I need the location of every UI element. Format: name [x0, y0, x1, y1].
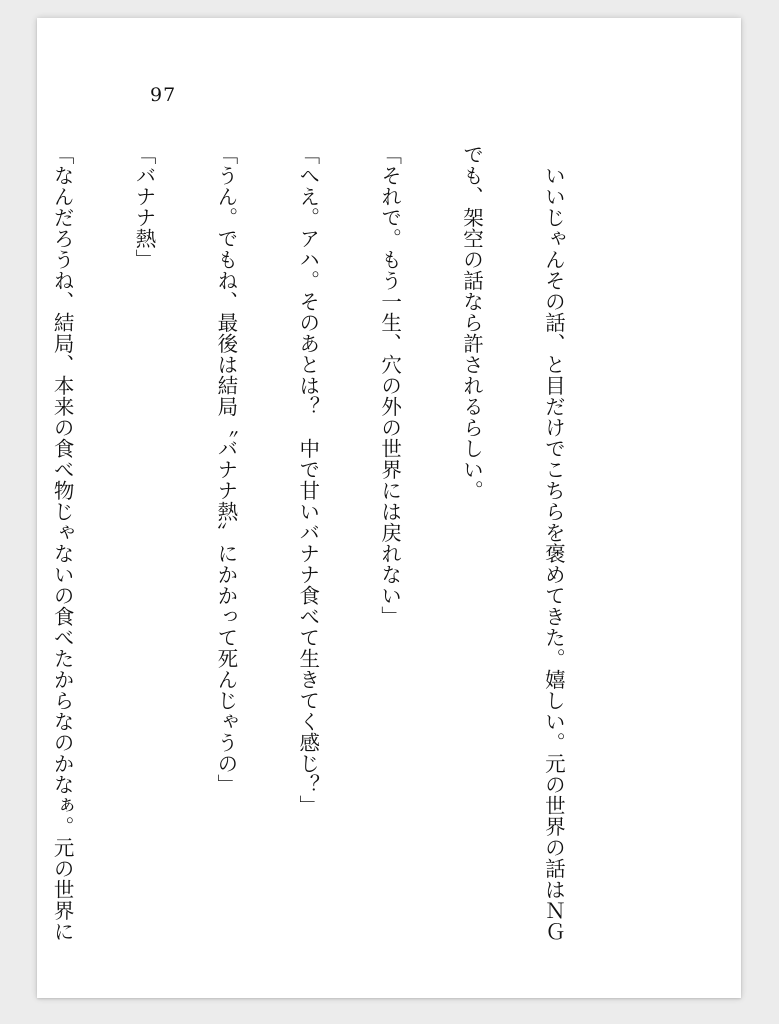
page-number: 97 — [150, 84, 177, 106]
text-line: 「バナナ熱」 — [131, 144, 156, 270]
text-line: でも、架空の話なら許されるらしい。 — [459, 144, 484, 501]
text-line: 「うん。でもね、最後は結局〝バナナ熱〟にかかって死んじゃうの」 — [213, 144, 238, 795]
book-page — [37, 18, 741, 998]
text-line: 「なんだろうね、結局、本来の食べ物じゃないの食べたからなのかなぁ。元の世界に — [50, 144, 75, 942]
text-line: 「それで。もう一生、穴の外の世界には戻れない」 — [377, 144, 402, 627]
text-line: いいじゃんその話、と目だけでこちらを褒めてきた。嬉しい。元の世界の話はＮＧ — [541, 144, 566, 942]
text-line: 「へえ。アハ。そのあとは？ 中で甘いバナナ食べて生きてく感じ？」 — [295, 144, 320, 816]
body-text — [0, 144, 621, 942]
